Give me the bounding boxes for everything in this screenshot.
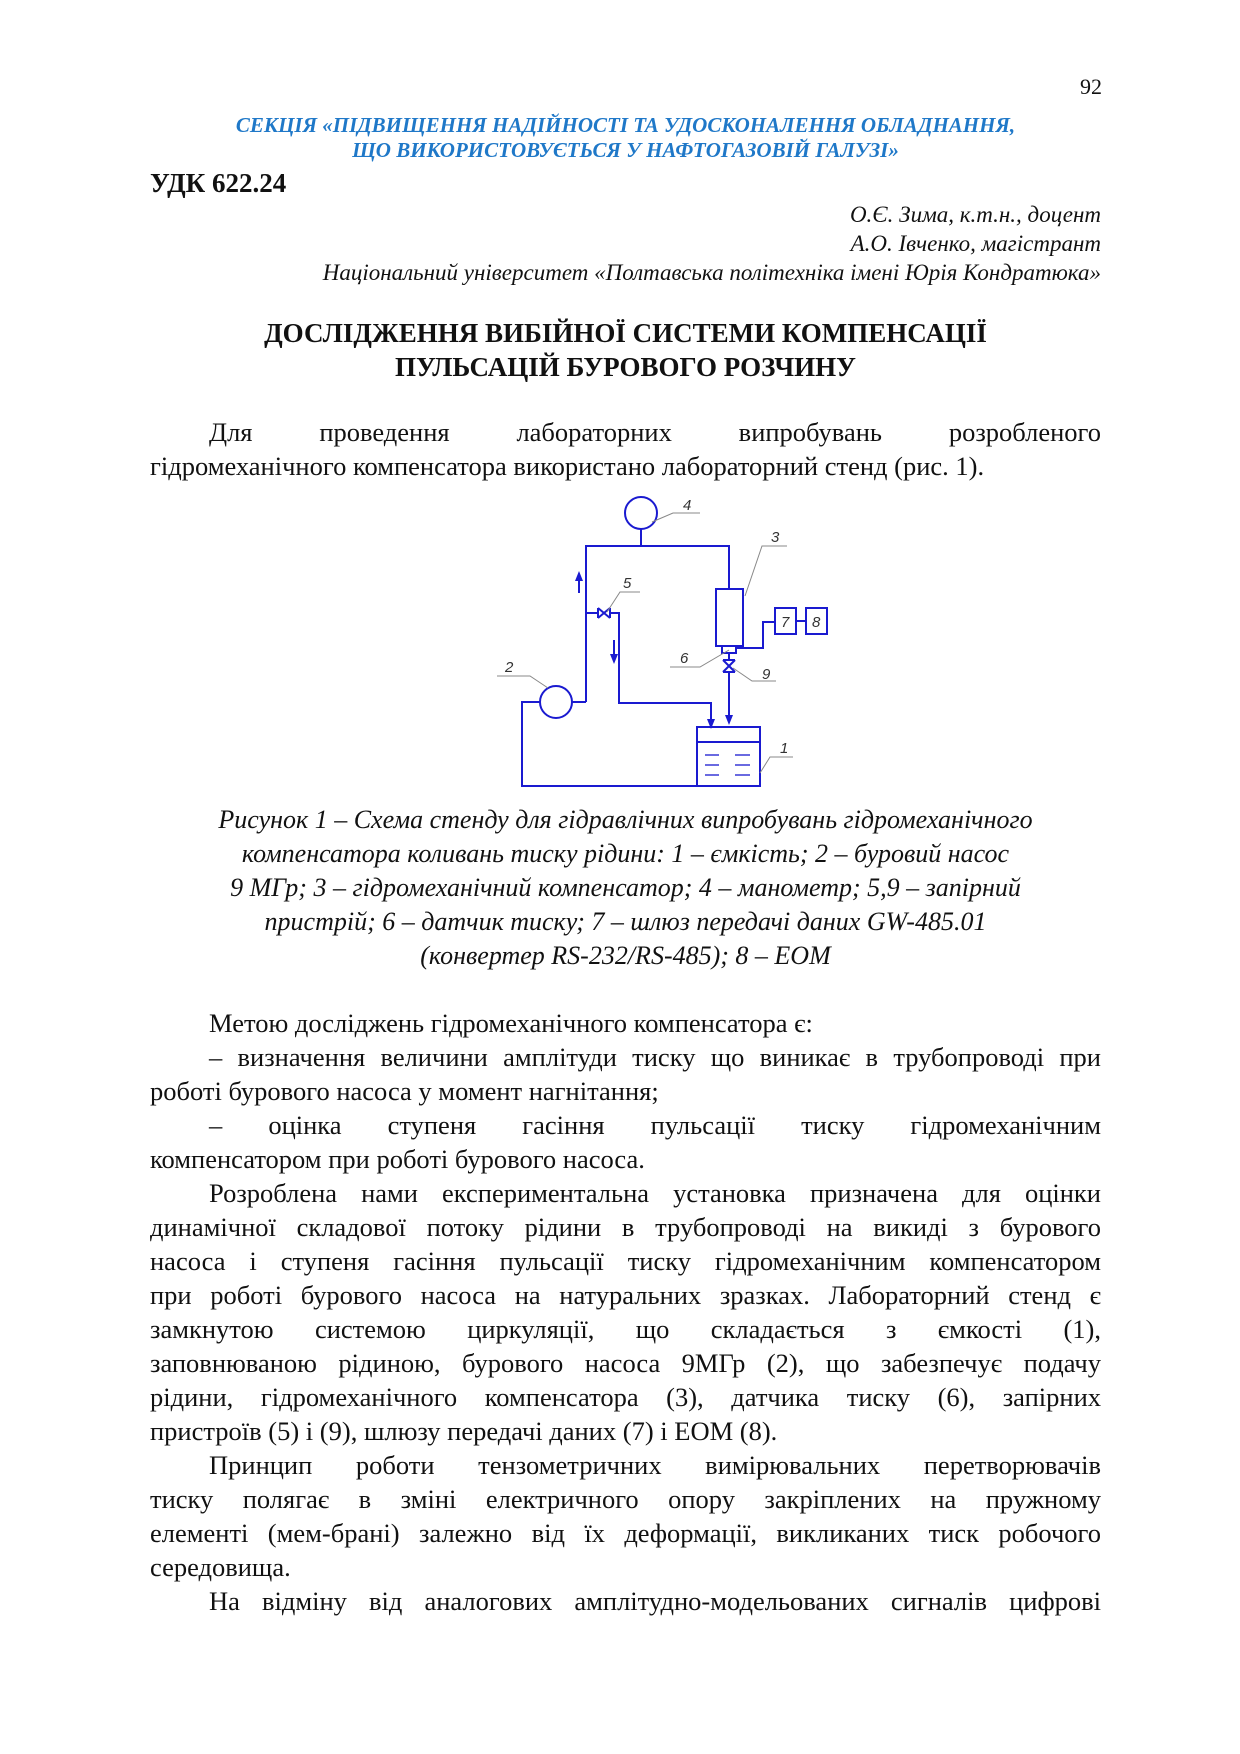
paper-title-line-1: ДОСЛІДЖЕННЯ ВИБІЙНОЇ СИСТЕМИ КОМПЕНСАЦІЇ (264, 318, 987, 348)
body-line: динамічної складової потоку рідини в трубопроводі на викиді з бурового (150, 1212, 1101, 1242)
label-7: 7 (781, 614, 790, 631)
body-line: пристроїв (5) і (9), шлюзу передачі даних (7) і ЕОМ (8). (150, 1416, 778, 1446)
author-2: А.О. Івченко, магістрант (850, 231, 1101, 256)
body-line: заповнюваною рідиною, бурового насоса 9МГр (2), що забезпечує подачу (150, 1348, 1101, 1378)
author-1: О.Є. Зима, к.т.н., доцент (849, 202, 1101, 227)
body-line: тиску полягає в зміні електричного опору закріплених на пружному (150, 1484, 1101, 1514)
figure-caption-line: (конвертер RS-232/RS-485); 8 – ЕОМ (420, 941, 831, 970)
section-heading-line-1: СЕКЦІЯ «ПІДВИЩЕННЯ НАДІЙНОСТІ ТА УДОСКОНАЛЕННЯ ОБЛАДНАННЯ, (235, 113, 1016, 137)
udk-code: УДК 622.24 (150, 168, 287, 198)
body-line: роботі бурового насоса у момент нагнітання; (150, 1076, 659, 1106)
label-2: 2 (505, 659, 514, 676)
body-line: компенсатором при роботі бурового насоса. (150, 1144, 645, 1174)
label-5: 5 (623, 575, 632, 592)
valve-9 (723, 660, 735, 672)
label-8: 8 (812, 614, 821, 631)
paper-title-line-2: ПУЛЬСАЦІЙ БУРОВОГО РОЗЧИНУ (395, 352, 856, 382)
body-line: На відміну від аналогових амплітудно-модельованих сигналів цифрові (209, 1586, 1101, 1616)
body-line: елементі (мем-брані) залежно від їх деформації, викликаних тиск робочого (150, 1518, 1101, 1548)
figure-caption-line: компенсатора коливань тиску рідини: 1 – ємкість; 2 – буровий насос (241, 839, 1010, 868)
tank-1 (697, 727, 760, 786)
body-line: при роботі бурового насоса на натуральних зразках. Лабораторний стенд є (150, 1280, 1101, 1310)
page-number: 92 (1080, 74, 1102, 99)
label-4: 4 (683, 497, 692, 514)
body-line: середовища. (150, 1552, 291, 1582)
body-line: – оцінка ступеня гасіння пульсації тиску гідромеханічним (209, 1110, 1101, 1140)
label-9: 9 (762, 666, 771, 683)
figure-caption-line: пристрій; 6 – датчик тиску; 7 – шлюз передачі даних GW-485.01 (264, 907, 987, 936)
mud-pump-2 (540, 686, 572, 718)
body-line: Розроблена нами експериментальна установка призначена для оцінки (209, 1178, 1101, 1208)
body-line: замкнутою системою циркуляції, що складається з ємкості (1), (150, 1314, 1101, 1344)
intro-line: Для проведення лабораторних випробувань розробленого (209, 417, 1101, 447)
body-line: – визначення величини амплітуди тиску що виникає в трубопроводі при (209, 1042, 1101, 1072)
body-line: Принцип роботи тензометричних вимірювальних перетворювачів (209, 1450, 1101, 1480)
test-stand-diagram (0, 0, 1240, 800)
figure-caption-line: 9 МГр; 3 – гідромеханічний компенсатор; 4 – манометр; 5,9 – запірний (230, 873, 1021, 902)
affiliation: Національний університет «Полтавська політехніка імені Юрія Кондратюка» (322, 260, 1101, 285)
body-line: рідини, гідромеханічного компенсатора (3), датчика тиску (6), запірних (150, 1382, 1101, 1412)
figure-caption-line: Рисунок 1 – Схема стенду для гідравлічних випробувань гідромеханічного (218, 805, 1033, 834)
label-3: 3 (771, 529, 780, 546)
compensator-3 (716, 589, 743, 646)
label-6: 6 (680, 650, 689, 667)
intro-line: гідромеханічного компенсатора використано лабораторний стенд (рис. 1). (150, 451, 985, 481)
section-heading-line-2: ЩО ВИКОРИСТОВУЄТЬСЯ У НАФТОГАЗОВІЙ ГАЛУЗІ» (352, 138, 899, 162)
pressure-sensor-6 (722, 646, 736, 653)
label-1: 1 (780, 740, 789, 757)
body-line: насоса і ступеня гасіння пульсації тиску гідромеханічним компенсатором (150, 1246, 1101, 1276)
manometer-4 (625, 497, 657, 529)
body-line: Метою досліджень гідромеханічного компенсатора є: (209, 1008, 813, 1038)
